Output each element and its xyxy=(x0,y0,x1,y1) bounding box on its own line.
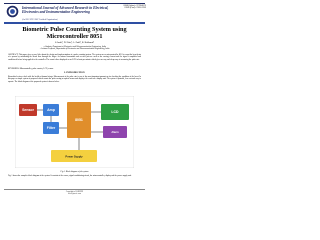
title-line-1: Biometric Pulse Counting System using xyxy=(22,26,127,33)
section-heading: I. INTRODUCTION xyxy=(64,72,85,74)
issn-block xyxy=(108,5,146,10)
footer-rule xyxy=(4,189,145,190)
journal-line-1: International Journal of Advanced Research in Electrical, xyxy=(22,6,109,10)
top-rule xyxy=(4,3,145,4)
figure-caption: Fig. 1 Block diagram of the system xyxy=(60,171,89,173)
amplifier-label: Amp xyxy=(47,108,55,113)
issn-online: ISSN(Online): 2278-8875 xyxy=(123,5,146,7)
microcontroller-label: 8051 xyxy=(75,118,83,122)
block-diagram xyxy=(15,96,134,168)
footer-url: www.ijareeie.com xyxy=(67,193,82,196)
paper-title xyxy=(4,26,145,40)
journal-line-2: Electronics and Instrumentation Engineering xyxy=(22,10,90,15)
affiliation-1: ¹²³ Students, Department of Electronics and Telecommunication Engineering, India xyxy=(43,46,106,48)
body-text: Fig. 1 shows the complete block diagram of the system. It consists of the sensor, signal conditioning circuit, the microcontroller, display and the power supply unit. xyxy=(8,175,132,177)
volume-info: (An ISO 3297: 2007 Certified Organization) xyxy=(22,19,58,21)
footer xyxy=(4,191,145,195)
filter-label: Filter xyxy=(46,126,56,131)
power-supply-label: Power Supply xyxy=(65,155,83,159)
introduction-text: Biomedical science deals with the health of human beings. Measurement of the pulse rate is one of the most important parameters for checking the condition of the heart. In this paper a simple system is proposed which counts the pulses using an optical sensor and displays the result on a display unit. The system is portable, low cost and easy to operate. The block diagram of the proposed system is shown below. xyxy=(8,76,141,83)
header-rule xyxy=(4,22,145,24)
title-line-2: Microcontroller 8051 xyxy=(46,33,103,40)
keywords: KEYWORDS: Microcontroller, pulse counter, LCD, sensor. xyxy=(8,68,54,70)
footer-copyright: Copyright to IJAREEIE xyxy=(65,191,84,193)
alarm-label: Alarm xyxy=(111,131,119,134)
sensor-label: Sensor xyxy=(22,108,34,113)
affiliation-2: ⁴ Assistant Professor, Department of Electronics and Telecommunication Engineering, India xyxy=(39,48,110,51)
journal-logo xyxy=(6,5,19,18)
issn-print: ISSN (Print): 2320-3765 xyxy=(124,7,146,10)
abstract: ABSTRACT: This paper gives a novel idea about the design and implementation of a pulse counting system. The system uses a microcontroller 8051 to count the heart beats of a person by monitoring the blood flow through the finger. An infrared transmitter and receiver pair are used as the sensing element and the signal is amplified and conditioned before being applied to the controller. The count is then displayed on an LCD in beats per minute which gives an easy and cheap way of measuring the pulse rate. xyxy=(8,54,141,61)
lcd-label: LCD xyxy=(111,110,119,115)
affiliations xyxy=(10,46,139,51)
authors: S.Joshi¹, D. Nair², A. Patil³, R. Kulkarni⁴ xyxy=(54,41,95,44)
